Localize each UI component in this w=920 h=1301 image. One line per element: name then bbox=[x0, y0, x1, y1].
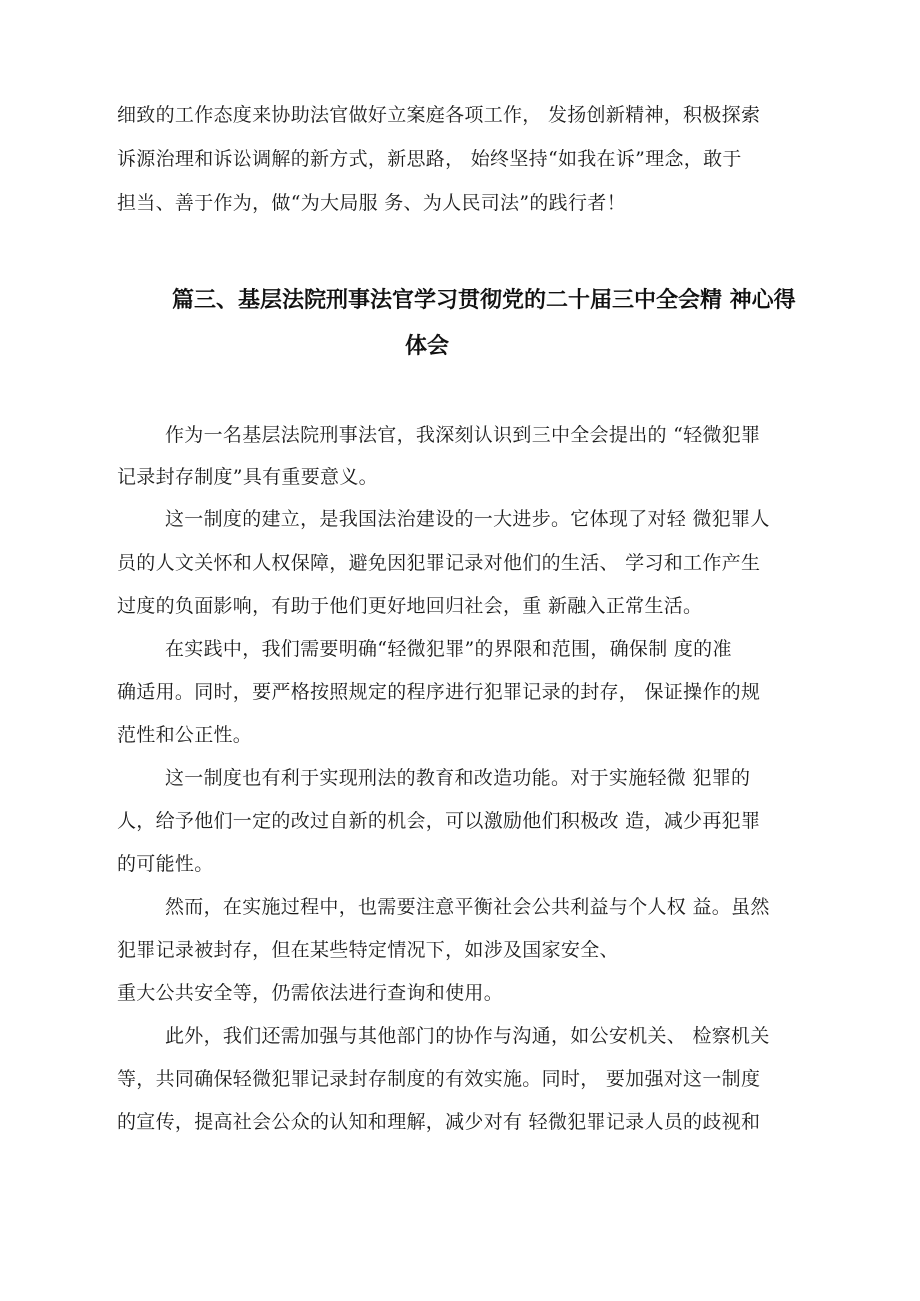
paragraph-6-line-2: 等，共同确保轻微犯罪记录封存制度的有效实施。同时， 要加强对这一制度 bbox=[117, 1068, 761, 1090]
paragraph-5-line-3: 重大公共安全等，仍需依法进行查询和使用。 bbox=[117, 982, 504, 1004]
section-title-line-1: 篇三、基层法院刑事法官学习贯彻党的二十届三中全会精 神心得 bbox=[172, 288, 796, 313]
continued-text-line-1: 细致的工作态度来协助法官做好立案庭各项工作， 发扬创新精神，积极探索 bbox=[117, 104, 761, 126]
paragraph-6-line-3: 的宣传，提高社会公众的认知和理解，减少对有 轻微犯罪记录人员的歧视和 bbox=[117, 1111, 761, 1133]
paragraph-6-line-1: 此外，我们还需加强与其他部门的协作与沟通，如公安机关、 检察机关 bbox=[165, 1025, 770, 1047]
paragraph-1-line-2: 记录封存制度”具有重要意义。 bbox=[117, 466, 378, 488]
paragraph-4-line-1: 这一制度也有利于实现刑法的教育和改造功能。对于实施轻微 犯罪的 bbox=[165, 767, 751, 789]
paragraph-5-line-2: 犯罪记录被封存，但在某些特定情况下，如涉及国家安全、 bbox=[117, 939, 619, 961]
paragraph-5-line-1: 然而，在实施过程中，也需要注意平衡社会公共利益与个人权 益。虽然 bbox=[165, 896, 770, 918]
paragraph-3-line-1: 在实践中，我们需要明确“轻微犯罪”的界限和范围，确保制 度的准 bbox=[165, 638, 732, 660]
paragraph-4-line-3: 的可能性。 bbox=[117, 853, 214, 875]
section-title-line-2: 体会 bbox=[405, 334, 450, 359]
paragraph-2-line-3: 过度的负面影响，有助于他们更好地回归社会，重 新融入正常生活。 bbox=[117, 595, 703, 617]
continued-text-line-2: 诉源治理和诉讼调解的新方式，新思路， 始终坚持“如我在诉”理念，敢于 bbox=[117, 148, 742, 170]
paragraph-4-line-2: 人，给予他们一定的改过自新的机会，可以激励他们积极改 造，减少再犯罪 bbox=[117, 810, 761, 832]
paragraph-3-line-2: 确适用。同时，要严格按照规定的程序进行犯罪记录的封存， 保证操作的规 bbox=[117, 681, 761, 703]
paragraph-3-line-3: 范性和公正性。 bbox=[117, 724, 253, 746]
paragraph-2-line-2: 员的人文关怀和人权保障，避免因犯罪记录对他们的生活、 学习和工作产生 bbox=[117, 552, 761, 574]
paragraph-1-line-1: 作为一名基层法院刑事法官，我深刻认识到三中全会提出的 “轻微犯罪 bbox=[165, 424, 761, 446]
continued-text-line-3: 担当、善于作为，做“为大局服 务、为人民司法”的践行者！ bbox=[117, 192, 626, 214]
paragraph-2-line-1: 这一制度的建立，是我国法治建设的一大进步。它体现了对轻 微犯罪人 bbox=[165, 508, 770, 530]
